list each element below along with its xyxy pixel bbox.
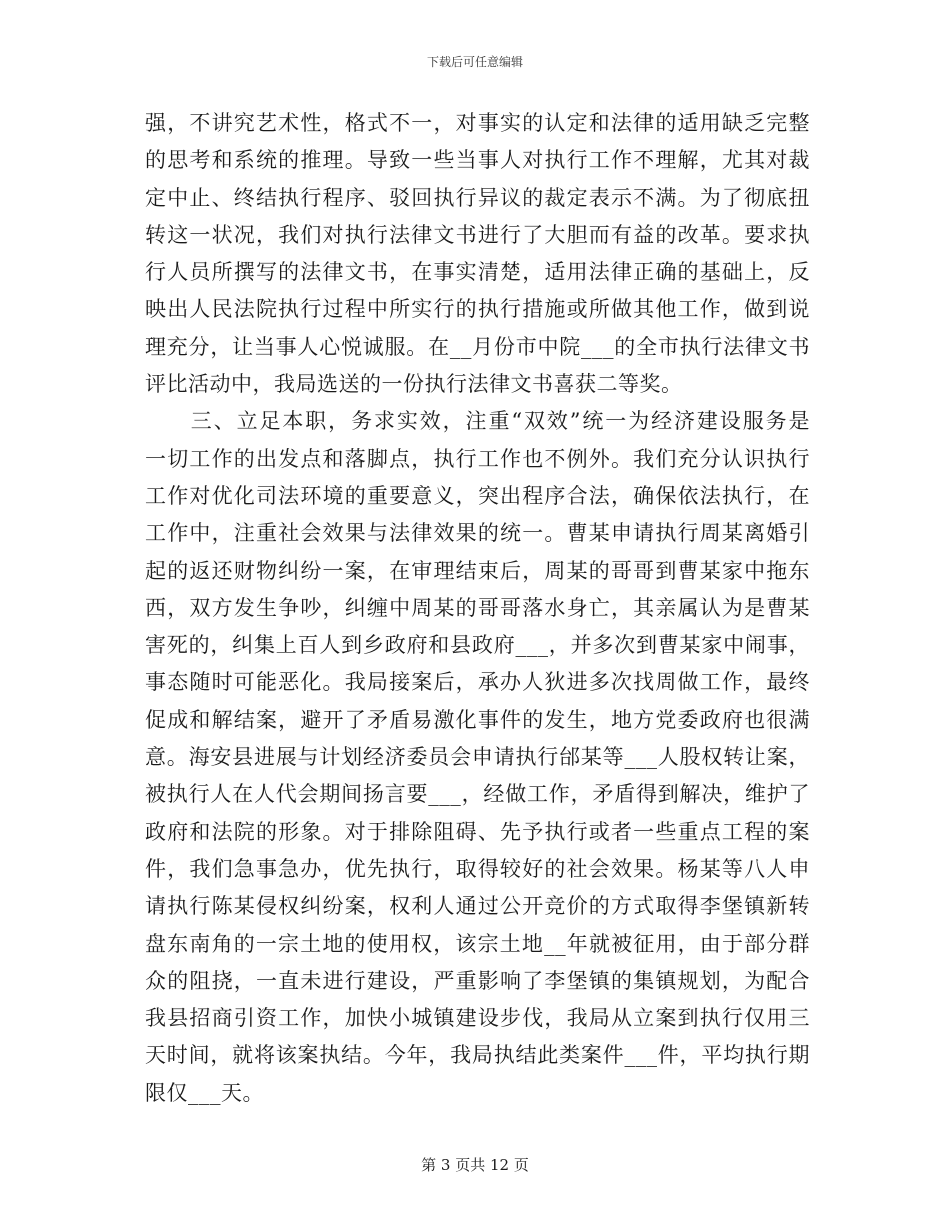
text-line: 我县招商引资工作，加快小城镇建设步伐，我局从立案到执行仅用三	[145, 1006, 810, 1031]
text-line: 众的阻挠，一直未进行建设，严重影响了李堡镇的集镇规划，为配合	[145, 968, 810, 993]
text-line: 强，不讲究艺术性，格式不一，对事实的认定和法律的适用缺乏完整	[145, 111, 810, 135]
text-line: 工作中，注重社会效果与法律效果的统一。曹某申请执行周某离婚引	[145, 521, 810, 546]
text-line: 政府和法院的形象。对于排除阻碍、先予执行或者一些重点工程的案	[145, 819, 810, 844]
text-line: 西，双方发生争吵，纠缠中周某的哥哥落水身亡，其亲属认为是曹某	[145, 595, 810, 620]
text-line: 三、立足本职，务求实效，注重“双效”统一为经济建设服务是	[145, 409, 810, 434]
text-line: 盘东南角的一宗土地的使用权，该宗土地__年就被征用，由于部分群	[145, 931, 810, 956]
text-line: 天时间，就将该案执结。今年，我局执结此类案件___件，平均执行期	[145, 1043, 810, 1068]
text-line: 请执行陈某侵权纠纷案，权利人通过公开竞价的方式取得李堡镇新转	[145, 894, 810, 919]
text-line: 事态随时可能恶化。我局接案后，承办人狄进多次找周做工作，最终	[145, 670, 810, 695]
text-line: 映出人民法院执行过程中所实行的执行措施或所做其他工作，做到说	[145, 297, 810, 322]
page-number-footer: 第 3 页共 12 页	[421, 1156, 529, 1174]
text-line: 评比活动中，我局选送的一份执行法律文书喜获二等奖。	[145, 372, 683, 397]
text-line: 害死的，纠集上百人到乡政府和县政府___，并多次到曹某家中闹事，	[145, 633, 810, 658]
text-line: 行人员所撰写的法律文书，在事实清楚，适用法律正确的基础上，反	[145, 260, 810, 285]
text-line: 定中止、终结执行程序、驳回执行异议的裁定表示不满。为了彻底扭	[145, 185, 810, 210]
text-line: 件，我们急事急办，优先执行，取得较好的社会效果。杨某等八人申	[145, 856, 810, 881]
text-line: 意。海安县进展与计划经济委员会申请执行邰某等___人股权转让案，	[145, 745, 810, 770]
page-header-note: 下载后可任意编辑	[426, 55, 523, 69]
document-body	[145, 105, 810, 1112]
text-line: 工作对优化司法环境的重要意义，突出程序合法，确保依法执行，在	[145, 483, 810, 508]
text-line: 一切工作的出发点和落脚点，执行工作也不例外。我们充分认识执行	[145, 446, 810, 471]
text-line: 被执行人在人代会期间扬言要___，经做工作，矛盾得到解决，维护了	[145, 782, 810, 807]
text-line: 的思考和系统的推理。导致一些当事人对执行工作不理解，尤其对裁	[145, 148, 810, 173]
text-line: 理充分，让当事人心悦诚服。在__月份市中院___的全市执行法律文书	[145, 334, 810, 359]
text-line: 转这一状况，我们对执行法律文书进行了大胆而有益的改革。要求执	[145, 222, 810, 247]
text-line: 促成和解结案，避开了矛盾易激化事件的发生，地方党委政府也很满	[145, 707, 810, 732]
text-line: 起的返还财物纠纷一案，在审理结束后，周某的哥哥到曹某家中拖东	[145, 558, 810, 583]
text-line: 限仅___天。	[145, 1080, 264, 1105]
